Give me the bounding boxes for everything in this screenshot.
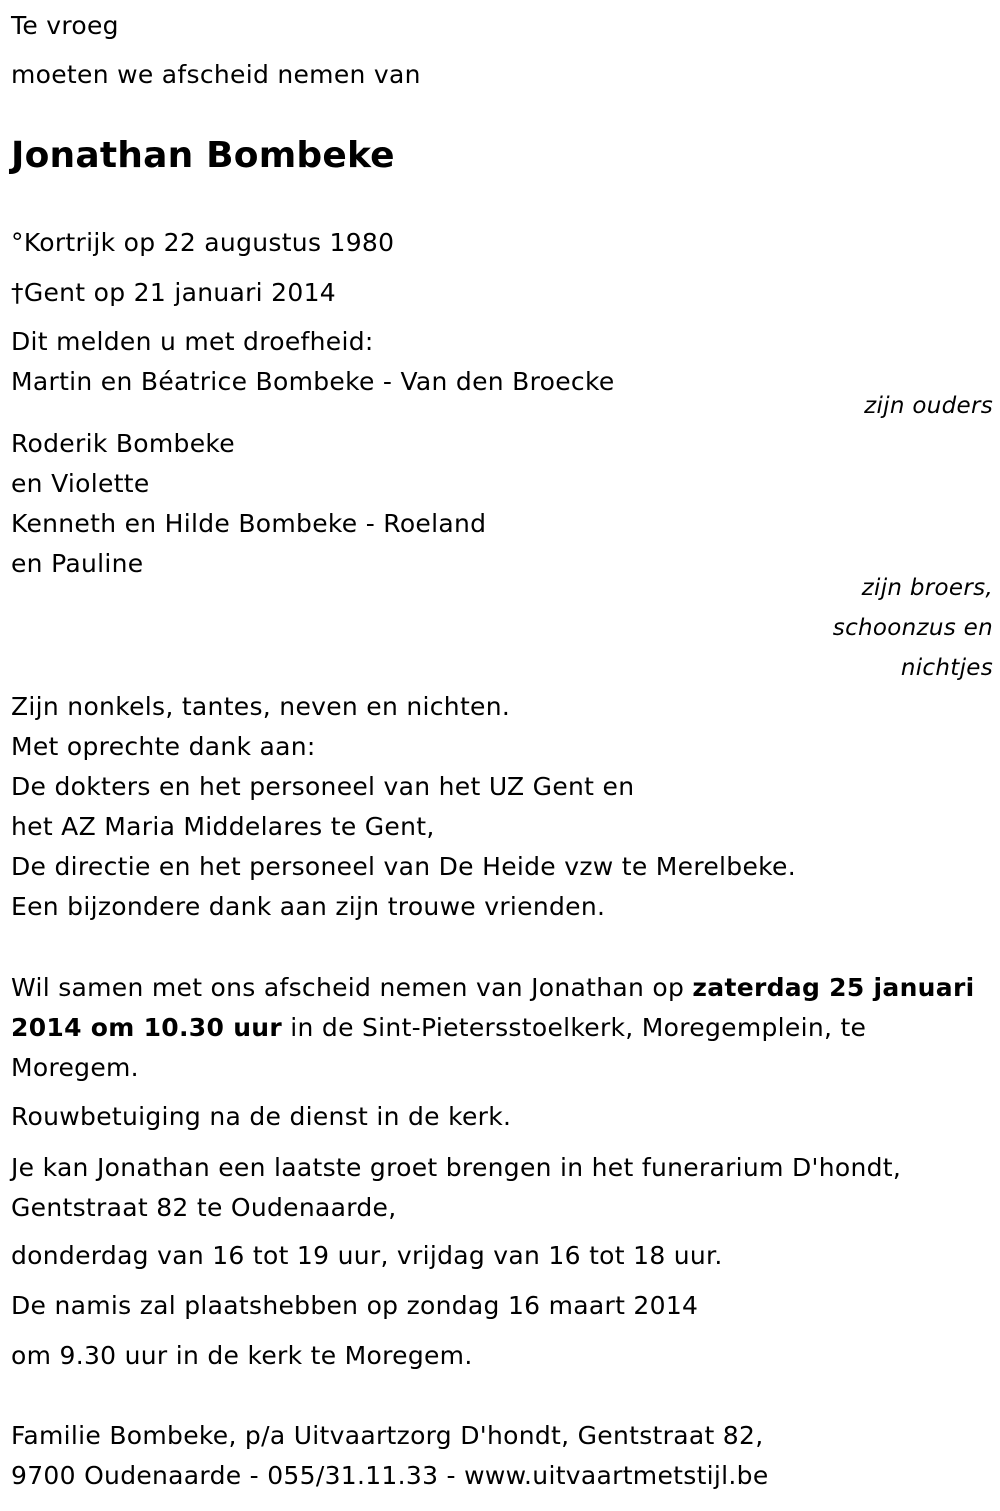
ceremony-date-time: zaterdag 25 januari 2014 om 10.30 uur [11, 973, 975, 1042]
birth-symbol: ° [11, 228, 24, 257]
sibling-line: en Violette [11, 469, 150, 498]
contact-line-2: 9700 Oudenaarde - 055/31.11.33 - www.uitvaartmetstijl.be [11, 1461, 769, 1490]
obituary-notice [11, 0, 993, 1511]
cross-icon: † [11, 278, 24, 307]
death-line [11, 278, 336, 308]
parents-role: zijn ouders [864, 393, 993, 419]
thanks-line: Een bijzondere dank aan zijn trouwe vrienden. [11, 892, 606, 921]
mass-line-1: De namis zal plaatshebben op zondag 16 maart 2014 [11, 1291, 699, 1320]
relatives-line: Zijn nonkels, tantes, neven en nichten. [11, 692, 511, 721]
ceremony-paragraph [11, 968, 993, 1088]
death-details: Gent op 21 januari 2014 [23, 278, 336, 307]
mass-line-2: om 9.30 uur in de kerk te Moregem. [11, 1341, 473, 1370]
intro-line-1: Te vroeg [11, 11, 119, 40]
condolences-line: Rouwbetuiging na de dienst in de kerk. [11, 1102, 512, 1131]
thanks-line: het AZ Maria Middelares te Gent, [11, 812, 435, 841]
announcement-lead: Dit melden u met droefheid: [11, 327, 374, 356]
visit-hours-line: donderdag van 16 tot 19 uur, vrijdag van 16 tot 18 uur. [11, 1241, 723, 1270]
ceremony-text-post: in de Sint-Pietersstoelkerk, Moregemplein, te Moregem. [11, 1013, 867, 1082]
contact-line-1: Familie Bombeke, p/a Uitvaartzorg D'hondt, Gentstraat 82, [11, 1421, 764, 1450]
birth-details: Kortrijk op 22 augustus 1980 [23, 228, 395, 257]
ceremony-text-pre: Wil samen met ons afscheid nemen van Jonathan op [11, 973, 693, 1002]
thanks-line: De dokters en het personeel van het UZ Gent en [11, 772, 635, 801]
intro-line-2: moeten we afscheid nemen van [11, 60, 421, 89]
thanks-line: De directie en het personeel van De Heide vzw te Merelbeke. [11, 852, 796, 881]
parents-names: Martin en Béatrice Bombeke - Van den Broecke [11, 367, 615, 396]
sibling-line: Kenneth en Hilde Bombeke - Roeland [11, 509, 487, 538]
siblings-role-line: schoonzus en [832, 615, 993, 641]
siblings-role-line: nichtjes [900, 655, 993, 681]
thanks-lead: Met oprechte dank aan: [11, 732, 316, 761]
visit-paragraph: Je kan Jonathan een laatste groet brengen in het funerarium D'hondt, Gentstraat 82 te Oudenaarde, [11, 1153, 902, 1222]
sibling-line: Roderik Bombeke [11, 429, 235, 458]
birth-line [11, 228, 394, 258]
siblings-role-line: zijn broers, [861, 575, 993, 601]
deceased-name: Jonathan Bombeke [11, 135, 395, 176]
sibling-line: en Pauline [11, 549, 144, 578]
